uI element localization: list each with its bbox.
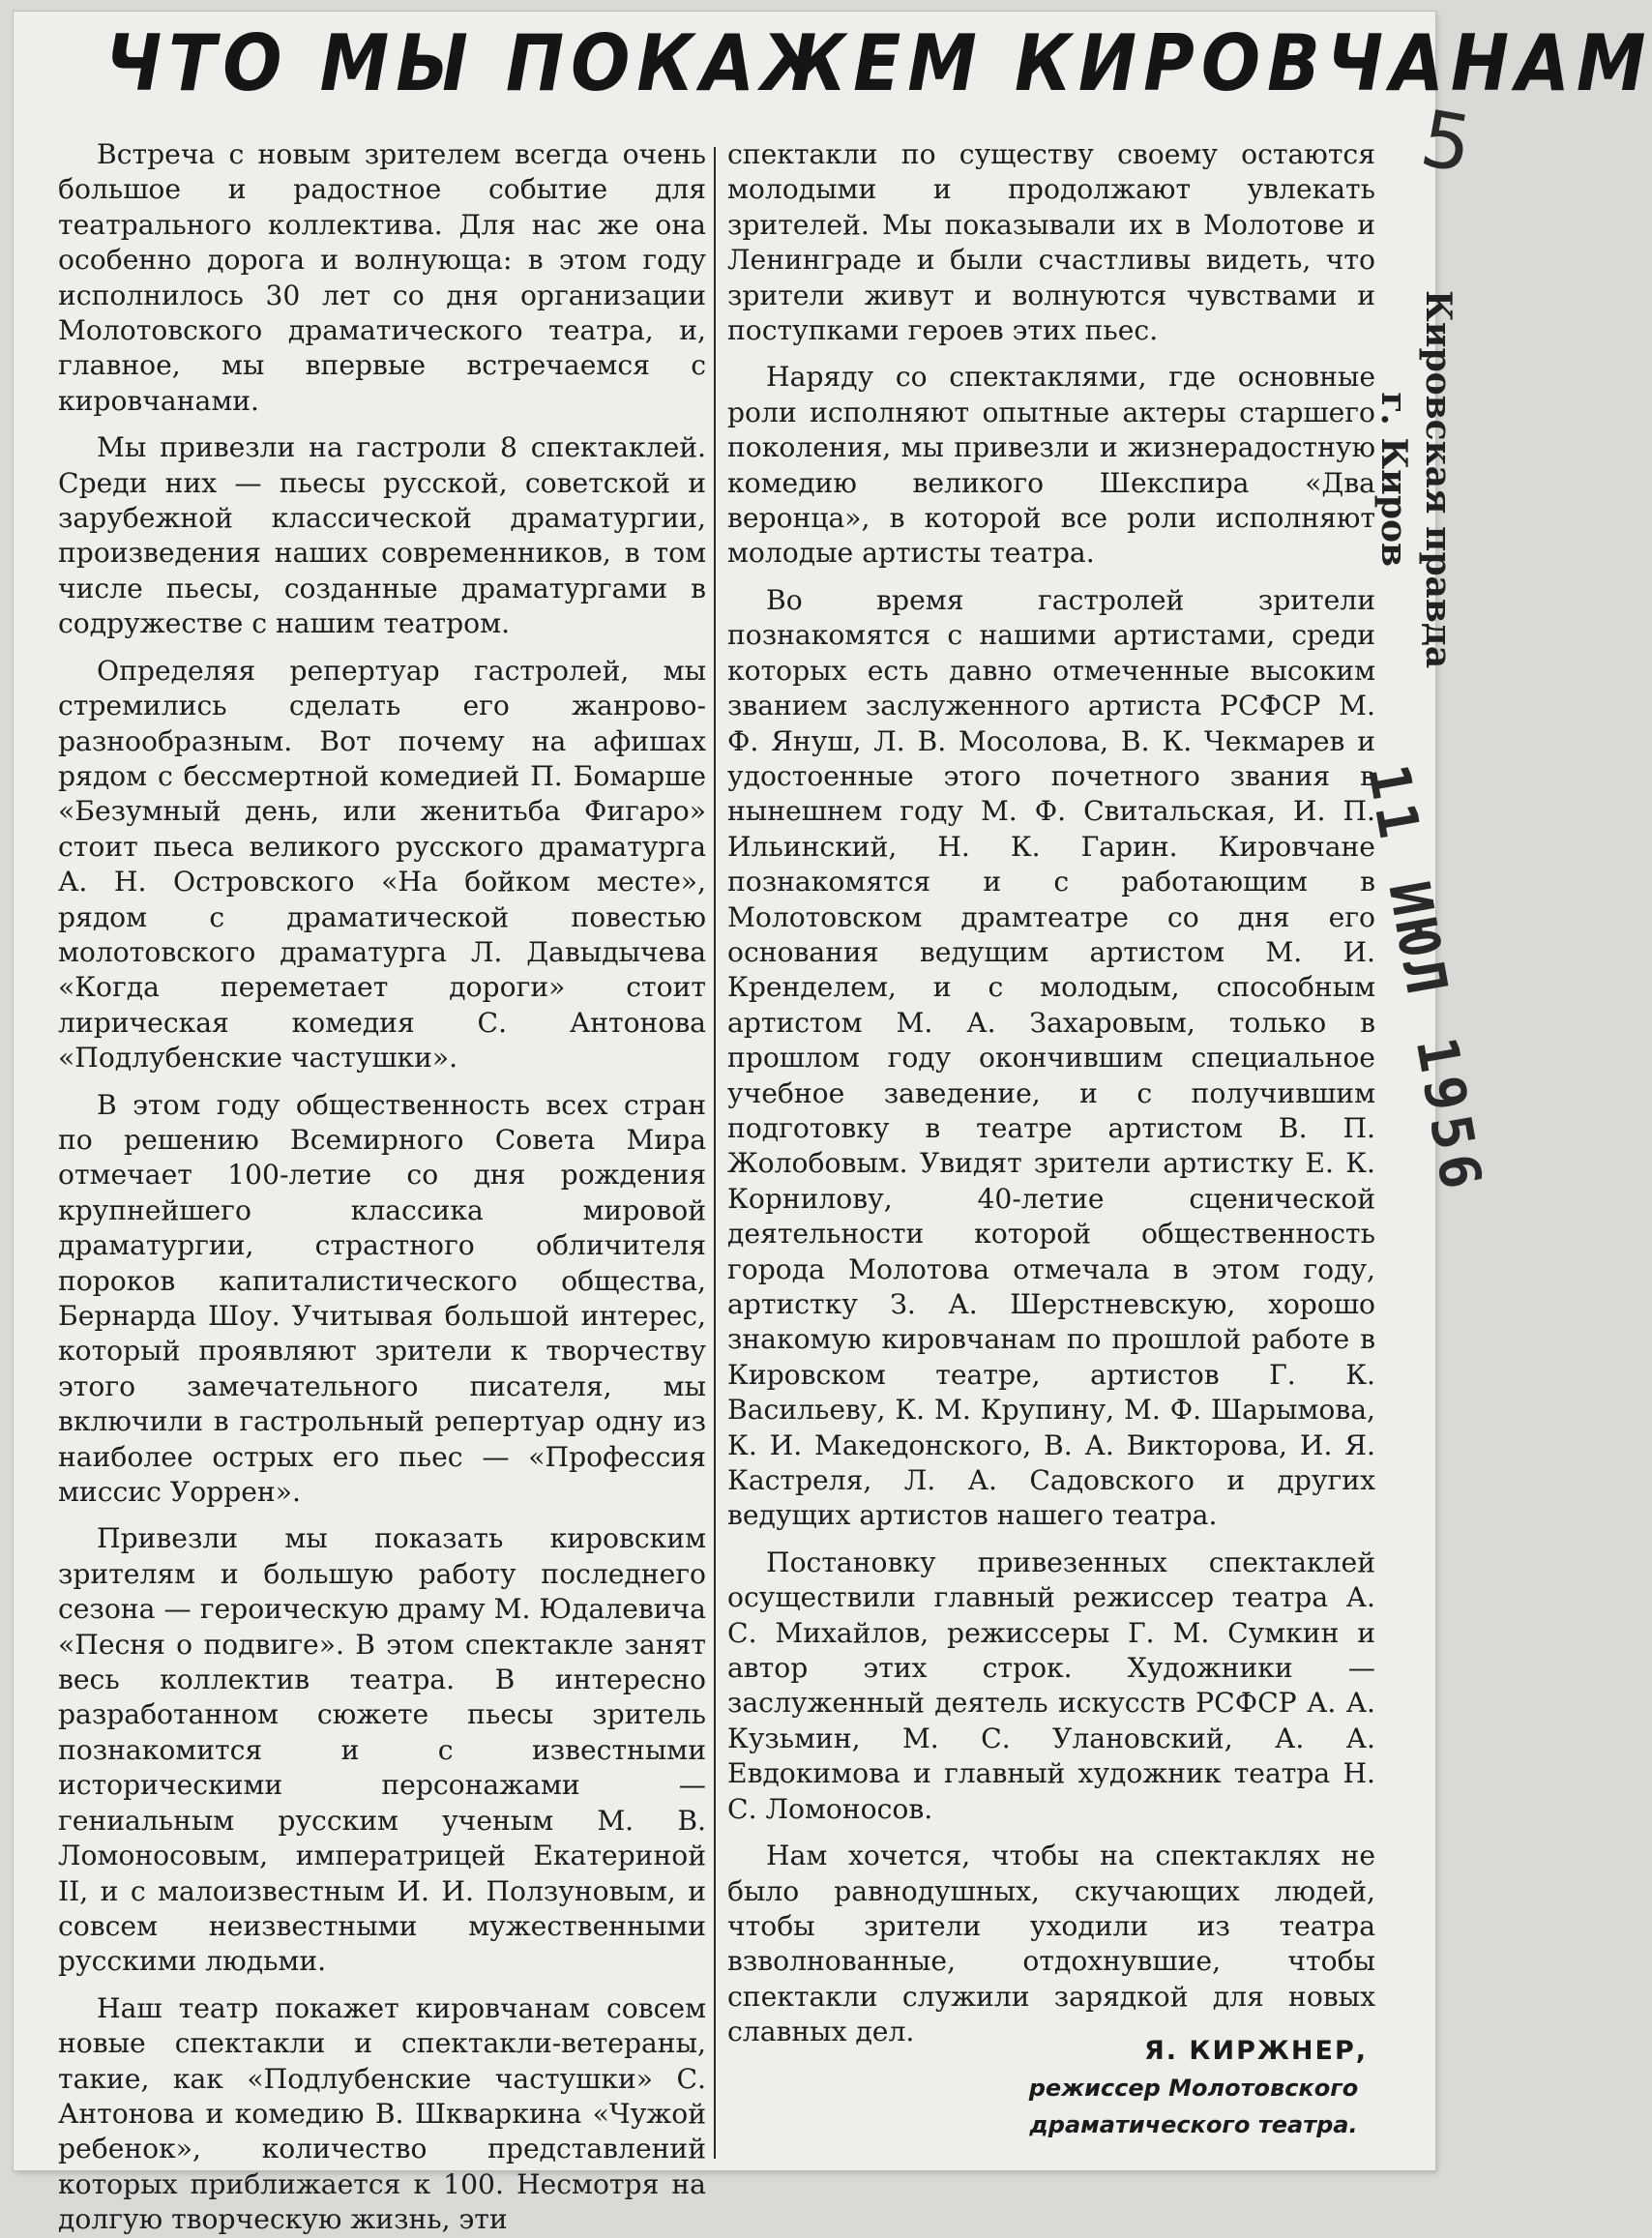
author-role: режиссер Молотовского [1028, 2075, 1359, 2102]
city-name: г. Киров [1373, 392, 1414, 567]
author-name: Я. КИРЖНЕР, [1143, 2036, 1368, 2066]
column-divider [714, 147, 716, 2159]
paragraph: Наш театр покажет кировчанам совсем новые спектакли и спектакли-ветераны, такие, как «Подлубенские частушки» С. Антонова и комедию В. Шкваркина «Чужой ребенок», количество представлений которых приближается к 100. Несмотря на долгую творческую жизнь, эти [58, 1991, 706, 2236]
article-column-left [58, 137, 706, 2238]
page-number-mark: 5 [1414, 93, 1479, 191]
article-column-right [727, 137, 1375, 2050]
paragraph: Мы привезли на гастроли 8 спектаклей. Среди них — пьесы русской, советской и зарубежной классической драматургии, произведения наших современников, в том числе пьесы, созданные драматургами в содружестве с нашим театром. [58, 431, 706, 640]
newspaper-name: Кировская правда [1418, 290, 1459, 669]
paragraph: Встреча с новым зрителем всегда очень большое и радостное событие для театрального коллектива. Для нас же она особенно дорога и волнующа: в этом году исполнилось 30 лет со дня организации Молотовского драматического театра, и, главное, мы впервые встречаемся с кировчанами. [58, 138, 706, 417]
author-signature [981, 2033, 1406, 2143]
paragraph: Определяя репертуар гастролей, мы стремились сделать его жанрово-разнообразным. Вот почему на афишах рядом с бессмертной комедией П. Бомарше «Безумный день, или женитьба Фигаро» стоит пьеса великого русского драматурга А. Н. Островского «На бойком месте», рядом с драматической повестью молотовского драматурга Л. Давыдычева «Когда переметает дороги» стоит лирическая комедия С. Антонова «Подлубенские частушки». [58, 654, 706, 1075]
headline: ЧТО МЫ ПОКАЖЕМ КИРОВЧАНАМ [105, 17, 1652, 109]
author-role: драматического театра. [1029, 2111, 1358, 2138]
source-stamp [1372, 290, 1460, 668]
date-stamp: 11 ИЮЛ 1956 [1355, 759, 1496, 1200]
paragraph: спектакли по существу своему остаются молодыми и продолжают увлекать зрителей. Мы показывали их в Молотове и Ленинграде и были счастливы видеть, что зрители живут и волнуются чувствами и поступками героев этих пьес. [727, 138, 1375, 347]
paragraph: Привезли мы показать кировским зрителям и большую работу последнего сезона — героическую драму М. Юдалевича «Песня о подвиге». В этом спектакле занят весь коллектив театра. В интересно разработанном сюжете пьесы зритель познакомится и с известными историческими персонажами — гениальным русским ученым М. В. Ломоносовым, императрицей Екатериной II, и с малоизвестным И. И. Ползуновым, и совсем неизвестными мужественными русскими людьми. [58, 1522, 706, 1978]
paragraph: Нам хочется, чтобы на спектаклях не было равнодушных, скучающих людей, чтобы зрители уходили из театра взволнованные, отдохнувшие, чтобы спектакли служили зарядкой для новых славных дел. [727, 1840, 1375, 2048]
paragraph: В этом году общественность всех стран по решению Всемирного Совета Мира отмечает 100-летие со дня рождения крупнейшего классика мировой драматургии, страстного обличителя пороков капиталистического общества, Бернарда Шоу. Учитывая большой интерес, который проявляют зрители к творчеству этого замечательного писателя, мы включили в гастрольный репертуар одну из наиболее острых его пьес — «Профессия миссис Уоррен». [58, 1088, 706, 1509]
paragraph: Во время гастролей зрители познакомятся с нашими артистами, среди которых есть давно отмеченные высоким званием заслуженного артиста РСФСР М. Ф. Януш, Л. В. Мосолова, В. К. Чекмарев и удостоенные этого почетного звания в нынешнем году М. Ф. Свитальская, И. П. Ильинский, Н. К. Гарин. Кировчане познакомятся и с работающим в Молотовском драмтеатре со дня его основания ведущим артистом М. И. Кренделем, и с молодым, способным артистом М. А. Захаровым, только в прошлом году окончившим специальное учебное заведение, и с получившим подготовку в театре артистом В. П. Жолобовым. Увидят зрители артистку Е. К. Корнилову, 40-летие сценической деятельности которой общественность города Молотова отмечала в этом году, артистку З. А. Шерстневскую, хорошо знакомую кировчанам по прошлой работе в Кировском театре, артистов Г. К. Васильеву, К. М. Крупину, М. Ф. Шарымова, К. И. Македонского, В. А. Викторова, И. Я. Кастреля, Л. А. Садовского и других ведущих артистов нашего театра. [727, 583, 1375, 1532]
paragraph: Постановку привезенных спектаклей осуществили главный режиссер театра А. С. Михайлов, режиссеры Г. М. Сумкин и автор этих строк. Художники — заслуженный деятель искусств РСФСР А. А. Кузьмин, М. С. Улановский, А. А. Евдокимова и главный художник театра Н. С. Ломоносов. [727, 1546, 1375, 1825]
paragraph: Наряду со спектаклями, где основные роли исполняют опытные актеры старшего поколения, мы привезли и жизнерадостную комедию великого Шекспира «Два веронца», в которой все роли исполняют молодые артисты театра. [727, 361, 1375, 570]
